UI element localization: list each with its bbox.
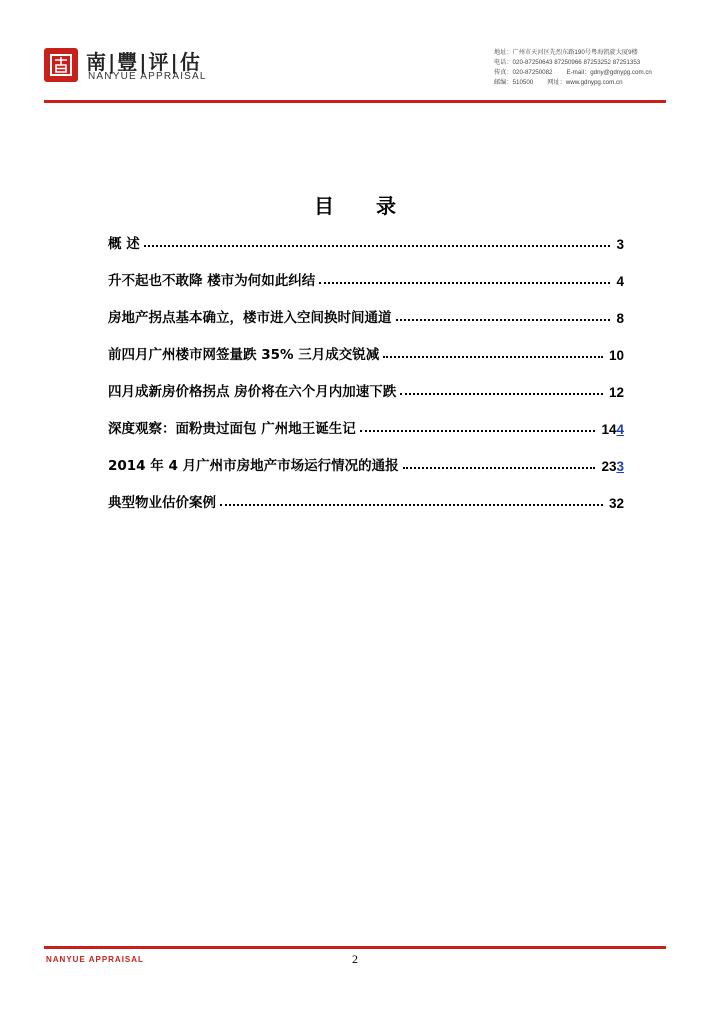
contact-info — [494, 48, 694, 88]
toc-entry-page[interactable]: 8 — [616, 311, 624, 326]
toc-entry[interactable] — [108, 415, 624, 437]
page-header — [0, 0, 710, 110]
company-name-en: NANYUE APPRAISAL — [88, 71, 207, 82]
page-number: 2 — [352, 952, 358, 966]
toc-entry-page[interactable]: 4 — [616, 274, 624, 289]
footer-divider — [44, 946, 666, 949]
contact-fax: 传真：020-87250082 — [494, 69, 553, 76]
toc-title-char-2: 录 — [376, 194, 396, 218]
company-logo-icon — [44, 48, 78, 82]
toc-entry-page[interactable]: 32 — [608, 496, 624, 511]
contact-postcode: 邮编：510500 — [494, 79, 534, 86]
toc-leader-dots — [396, 319, 611, 321]
footer-brand: NANYUE APPRAISAL — [46, 955, 144, 964]
toc-entry[interactable] — [108, 378, 624, 400]
toc-entry-label[interactable]: 2014 年 4 月广州市房地产市场运行情况的通报 — [108, 458, 399, 474]
header-divider — [44, 100, 666, 103]
toc-entry-label[interactable]: 典型物业估价案例 — [108, 495, 216, 511]
toc-entry[interactable] — [108, 341, 624, 363]
toc-entry-page[interactable]: 10 — [608, 348, 624, 363]
toc-leader-dots — [319, 282, 610, 284]
contact-address: 地址：广州市天河区先烈东路190号粤海凯旋大厦9楼 — [494, 49, 638, 56]
toc-entry-page[interactable]: 144 — [601, 422, 624, 437]
toc-leader-dots — [400, 393, 603, 395]
toc-entry-page[interactable]: 233 — [601, 459, 624, 474]
contact-email: E-mail：gdny@gdnypg.com.cn — [566, 69, 652, 76]
contact-phone: 电话：020-87250643 87250966 87253252 87251353 — [494, 59, 641, 66]
toc-entry-label[interactable]: 概 述 — [108, 236, 140, 252]
toc-entry[interactable] — [108, 452, 624, 474]
toc-entry[interactable] — [108, 489, 624, 511]
toc-leader-dots — [220, 504, 603, 506]
toc-leader-dots — [144, 245, 611, 247]
toc-entry-page[interactable]: 12 — [608, 385, 624, 400]
toc-entry-label[interactable]: 房地产拐点基本确立，楼市进入空间换时间通道 — [108, 310, 392, 326]
toc-entry-label[interactable]: 四月成新房价格拐点 房价将在六个月内加速下跌 — [108, 384, 397, 400]
toc-title-char-1: 目 — [314, 194, 334, 218]
toc-leader-dots — [360, 430, 596, 432]
toc-entry-page[interactable]: 3 — [616, 237, 624, 252]
toc-entry[interactable] — [108, 267, 624, 289]
toc-entry-label[interactable]: 前四月广州楼市网签量跌 35% 三月成交锐减 — [108, 347, 380, 363]
toc-title — [0, 190, 710, 219]
toc-leader-dots — [383, 356, 603, 358]
toc-leader-dots — [403, 467, 596, 469]
toc-entry-label[interactable]: 深度观察：面粉贵过面包 广州地王诞生记 — [108, 421, 356, 437]
contact-website: 网址：www.gdnypg.com.cn — [547, 79, 623, 86]
company-name-cn: 南|豐|评|估 — [86, 50, 202, 74]
toc-entry[interactable] — [108, 304, 624, 326]
toc-entry-label[interactable]: 升不起也不敢降 楼市为何如此纠结 — [108, 273, 316, 289]
toc-entry[interactable] — [108, 230, 624, 252]
